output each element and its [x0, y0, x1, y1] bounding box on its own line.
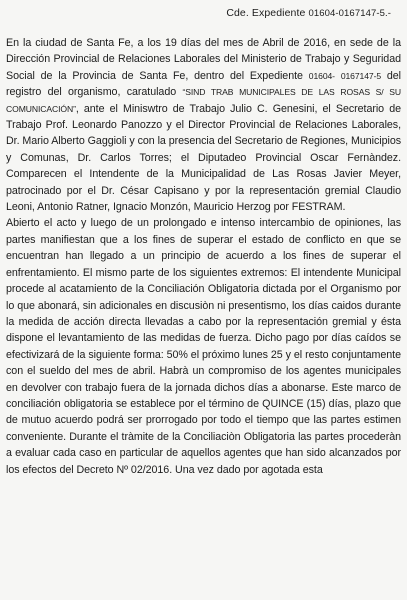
expediente-header: [6, 6, 391, 21]
expediente-ref-part1: 01604-: [308, 70, 335, 81]
case-caption: “SIND TRAB MUNICIPALES DE LAS ROSAS S/ SU COMUNICACIÓN”: [6, 87, 401, 114]
agreement-paragraph: Abierto el acto y luego de un prolongado e intenso intercambio de opiniones, las partes manifiestan que a los fines de superar el estado de conflicto en que se encuentran han llegado a un principio de acuerdo a los fines de superar el enfrentamiento. El mismo parte de los siguientes extremos: El intendente Municipal procede al acatamiento de la Conciliación Obligatoria dictada por el Organismo por lo que abonará, sin adicionales en discusiòn ni presentismo, los días caidos durante la medida de acción directa llevadas a cabo por la representación gremial y ésta dispone el levantamiento de las medidas de fuerza. Dicho pago por días caídos se efectivizará de la siguiente forma: 50% el próximo lunes 25 y el resto conjuntamente con el sueldo del mes de abril. Habrà un compromiso de los agentes municipales en devolver con trabajo fuera de la jornada dichos días a abonarse. Este marco de conciliación obligatoria se establece por el término de QUINCE (15) días, plazo que de mutuo acuerdo podrá ser prorrogado por todo el tiempo que las partes estimen conveniente. Durante el tràmite de la Conciliaciòn Obligatoria las partes procederàn a evaluar cada caso en particular de aquellos agentes que han sido alcanzados por los efectos del Decreto Nº 02/2016. Una vez dado por agotada esta: [6, 217, 401, 476]
expediente-number: 01604-0167147-5.-: [308, 8, 391, 19]
expediente-label: Cde. Expediente: [226, 7, 306, 19]
opening-text-c: , ante el Miniswtro de Trabajo Julio C. Genesini, el Secretario de Trabajo Prof. Leonardo Panozzo y el Director Provincial de Relaciones Laborales, Dr. Mario Alberto Gaggioli y con la presencia del Secretario de Regiones, Municipios y Comunas, Dr. Carlos Torres; el Diputadeo Provincial Oscar Fernàndez. Comparecen el Intendente de la Municipalidad de Las Rosas Javier Meyer, patrocinado por el Dr. César Capisano y por la representación gremial Claudio Leoni, Antonio Ratner, Ignacio Monzón, Mauricio Herzog por FESTRAM.: [6, 102, 402, 214]
opening-text-b: del registro del organismo, caratulado: [6, 69, 402, 99]
opening-text-a: En la ciudad de Santa Fe, a los 19 días del mes de Abril de 2016, en sede de la Dirección Provincial de Relaciones Laborales del Ministerio de Trabajo y Seguridad Social de la Provincia de Santa Fe, dentro del Expediente: [6, 37, 401, 82]
opening-paragraph: [6, 35, 401, 215]
expediente-ref-part2: 0167147-5: [340, 70, 382, 81]
